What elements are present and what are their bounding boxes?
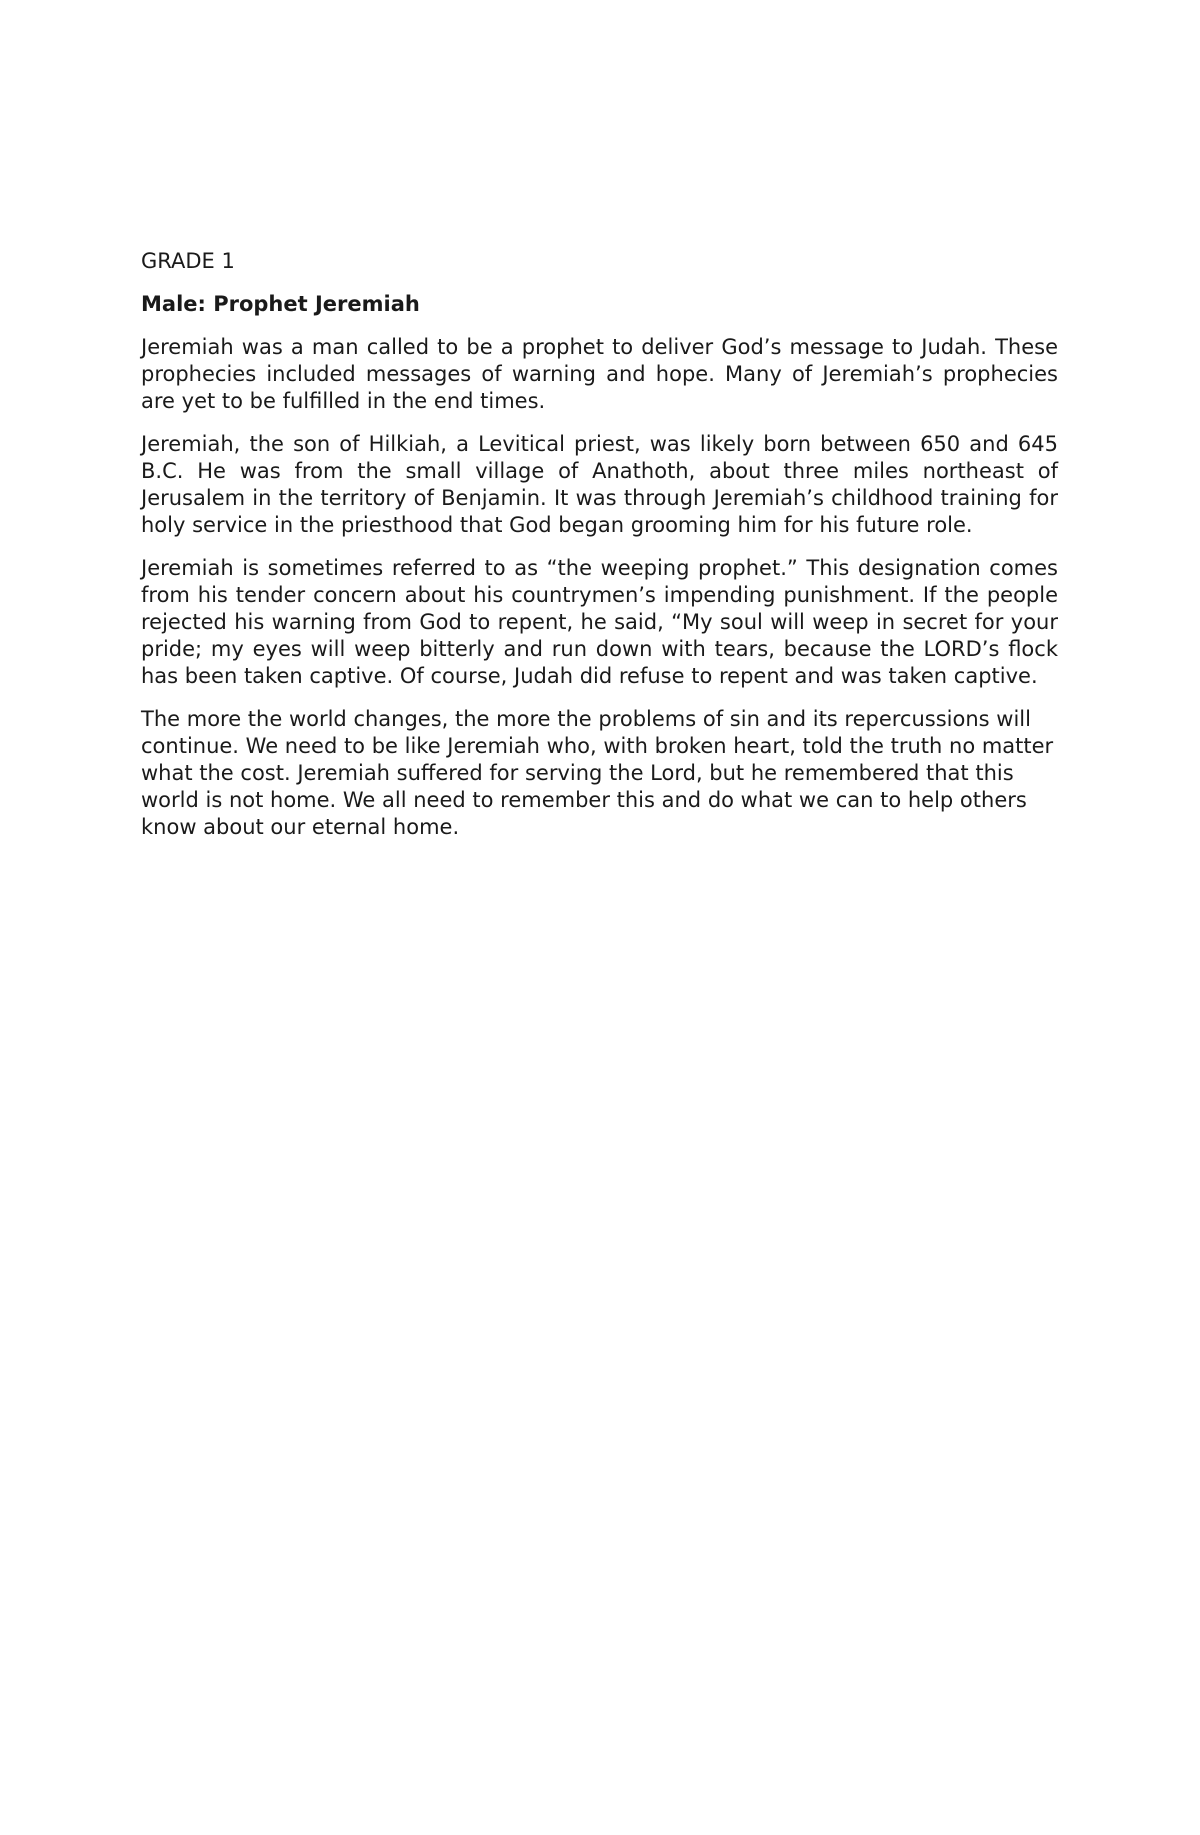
paragraph-conclusion: The more the world changes, the more the problems of sin and its repercussions will continue. We need to be like Jeremiah who, with broken heart, told the truth no matter what the cost. Jeremiah suffered for serving the Lord, but he remembered that this world is not home. We all need to remember this and do what we can to help others know about our eternal home. [141,707,1054,839]
page-title: Male: Prophet Jeremiah [141,292,420,316]
document-body [141,248,1058,857]
paragraph-background: Jeremiah, the son of Hilkiah, a Levitical priest, was likely born between 650 and 645 B.C. He was from the small village of Anathoth, about three miles northeast of Jerusalem in the territory of Benjamin. It was through Jeremiah’s childhood training for holy service in the priesthood that God began grooming him for his future role. [141,432,1058,537]
grade-label: GRADE 1 [141,249,235,273]
paragraph-intro: Jeremiah was a man called to be a prophet to deliver God’s message to Judah. These prophecies included messages of warning and hope. Many of Jeremiah’s prophecies are yet to be fulfilled in the end times. [141,335,1058,413]
paragraph-weeping-prophet: Jeremiah is sometimes referred to as “the weeping prophet.” This designation comes from his tender concern about his countrymen’s impending punishment. If the people rejected his warning from God to repent, he said, “My soul will weep in secret for your pride; my eyes will weep bitterly and run down with tears, because the LORD’s flock has been taken captive. Of course, Judah did refuse to repent and was taken captive. [141,556,1058,688]
